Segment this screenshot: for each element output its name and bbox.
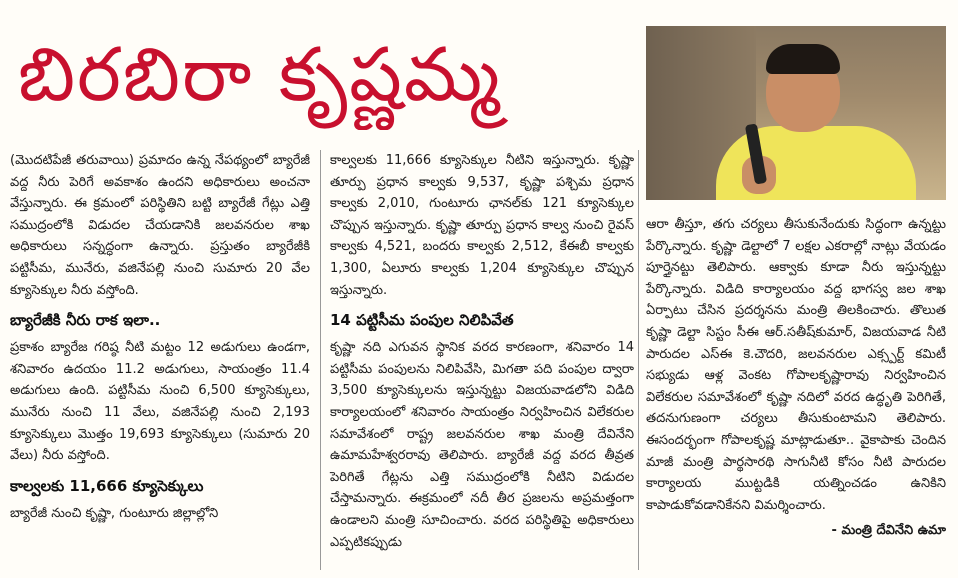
- subheading: కాల్వలకు 11,666 క్యూసెక్కులు: [10, 476, 204, 495]
- signature: - మంత్రి దేవినేని ఉమా: [831, 523, 946, 539]
- article-paragraph: కృష్ణా నది ఎగువన స్థానిక వరద కారణంగా, శనివారం 14 పట్టిసీమ పంపులను నిలిపివేసి, మిగతా పది పంపుల ద్వారా 3,500 క్యూసెక్కులను ఇస్తున్నట్టు విజయవాడలోని విడిది కార్యాలయంలో శనివారం సాయంత్రం నిర్వహించిన విలేకరుల సమావేశంలో రాష్ట్ర జలవనరుల శాఖ మంత్రి దేవినేని ఉమామహేశ్వరరావు తెలిపారు. బ్యారేజీ వద్ద వరద తీవ్రత పెరిగితే గేట్లను ఎత్తి సముద్రంలోకి నీటిని విడుదల చేస్తామన్నారు. ఈక్రమంలో నదీ తీర ప్రజలను అప్రమత్తంగా ఉండాలని మంత్రి సూచించారు. వరద పరిస్థితిపై అధికారులు ఎప్పటికప్పుడు: [330, 340, 634, 550]
- minister-photo: [646, 26, 946, 200]
- article-column-2: [330, 150, 634, 553]
- article-paragraph: (మొదటిపేజీ తరువాయి) ప్రమాదం ఉన్న నేపథ్యంలో బ్యారేజీ వద్ద నీరు పెరిగే అవకాశం ఉందని అధికారులు అంచనా వేస్తున్నారు. ఈ క్రమంలో పరిస్థితిని బట్టి బ్యారేజీ గేట్లు ఎత్తి సముద్రంలోకి విడుదల చేయడానికి జలవనరుల శాఖ అధికారులు సన్నద్ధంగా ఉన్నారు. ప్రస్తుతం బ్యారేజీకి పట్టిసీమ, మునేరు, వజినేపల్లి నుంచి సుమారు 20 వేల క్యూసెక్కుల నీరు వస్తోంది.: [10, 153, 310, 298]
- article-paragraph: బ్యారేజీ నుంచి కృష్ణా, గుంటూరు జిల్లాల్లోని: [10, 505, 219, 521]
- article-column-1: [10, 150, 310, 524]
- column-divider: [638, 150, 639, 570]
- subheading: 14 పట్టిసీమ పంపుల నిలిపివేత: [330, 311, 514, 330]
- headline: బిరబిరా కృష్ణమ్మ: [18, 32, 502, 118]
- photo-hair: [766, 44, 840, 74]
- subheading: బ్యారేజీకి నీరు రాక ఇలా..: [10, 311, 161, 330]
- article-paragraph: కాల్వలకు 11,666 క్యూసెక్కుల నీటిని ఇస్తున్నారు. కృష్ణా తూర్పు ప్రధాన కాల్వకు 9,537, కృష్ణా పశ్చిమ ప్రధాన కాల్వకు 2,010, గుంటూరు ఛానల్‌కు 121 క్యూసెక్కుల చొప్పున ఇస్తున్నారు. కృష్ణా తూర్పు ప్రధాన కాల్వ నుంచి రైవస్ కాల్వకు 4,521, బందరు కాల్వకు 2,512, కేఈబీ కాల్వకు 1,300, ఏలూరు కాల్వకు 1,204 క్యూసెక్కుల చొప్పున ఇస్తున్నారు.: [330, 153, 634, 298]
- article-paragraph: ఆరా తీస్తూ, తగు చర్యలు తీసుకునేందుకు సిద్ధంగా ఉన్నట్టు పేర్కొన్నారు. కృష్ణా డెల్టాలో 7 లక్షల ఎకరాల్లో నాట్లు వేయడం పూర్తైనట్టు తెలిపారు. ఆక్వాకు కూడా నీరు ఇస్తున్నట్టు పేర్కొన్నారు. విడిది కార్యాలయం వద్ద భాగస్వ జల శాఖ ఏర్పాటు చేసిన ప్రదర్శనను మంత్రి తిలకించారు. తొలుత కృష్ణా డెల్టా సిస్టం సీఈ ఆర్.సతీష్‌కుమార్, విజయవాడ నీటి పారుదల ఎస్ఈ కె.చౌదరి, జలవనరుల ఎక్స్పర్ట్ కమిటీ సభ్యుడు ఆళ్ల వెంకట గోపాలకృష్ణారావు నిర్వహించిన విలేకరుల సమావేశంలో కృష్ణా నదిలో వరద ఉద్ధృతి పెరిగితే, తదనుగుణంగా చర్యలు తీసుకుంటామని తెలిపారు. ఈసందర్భంగా గోపాలకృష్ణ మాట్లాడుతూ.. వైకాపాకు చెందిన మాజీ మంత్రి పార్థసారథి సాగునీటి కోసం నీటి పారుదల కార్యాలయ ముట్టడికి యత్నించడం ఉనికిని కాపాడుకోవడానికేనని విమర్శించారు.: [646, 217, 946, 513]
- article-column-3: [646, 214, 946, 542]
- column-divider: [320, 150, 321, 570]
- article-paragraph: ప్రకాశం బ్యారేజ గరిష్ఠ నీటి మట్టం 12 అడుగులు ఉండగా, శనివారం ఉదయం 11.2 అడుగులు, సాయంత్రం 11.4 అడుగులు ఉంది. పట్టిసీమ నుంచి 6,500 క్యూసెక్కులు, మునేరు నుంచి 11 వేలు, వజినేపల్లి నుంచి 2,193 క్యూసెక్కులు మొత్తం 19,693 క్యూసెక్కులు (సుమారు 20 వేలు) నీరు వస్తోంది.: [10, 340, 310, 464]
